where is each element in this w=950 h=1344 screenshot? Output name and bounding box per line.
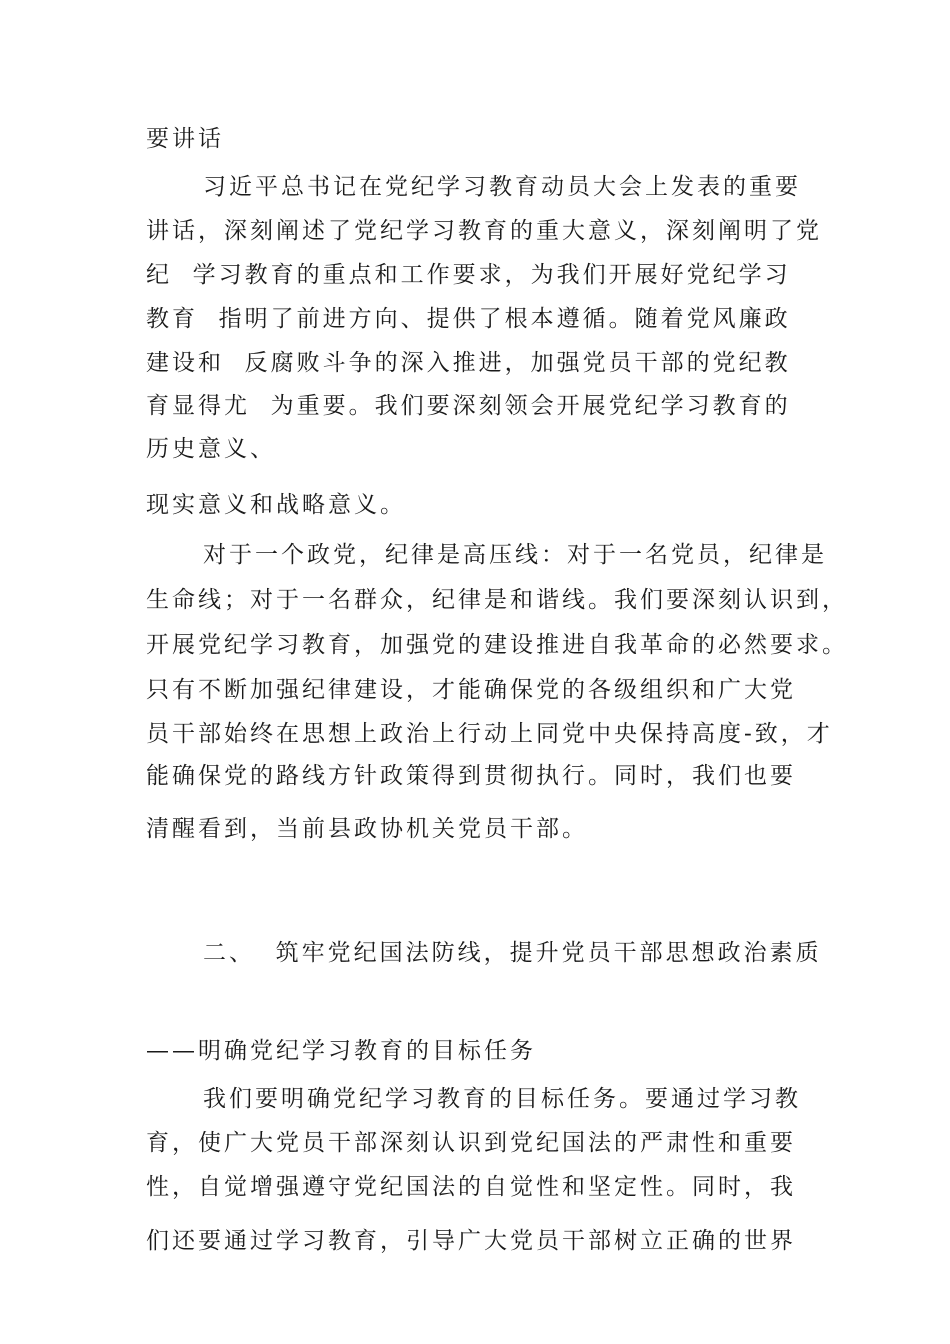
text-line: 们还要通过学习教育，引导广大党员干部树立正确的世界 — [146, 1228, 796, 1254]
text-line: 纪 学习教育的重点和工作要求，为我们开展好党纪学习 — [146, 262, 791, 288]
paragraph-first-line: 对于一个政党，纪律是高压线：对于一名党员，纪律是 — [203, 542, 827, 568]
text-line: 生命线；对于一名群众，纪律是和谐线。我们要深刻认识到， — [146, 587, 848, 613]
text-line: 性，自觉增强遵守党纪国法的自觉性和坚定性。同时，我 — [146, 1174, 796, 1200]
text-line: 教育 指明了前进方向、提供了根本遵循。随着党风廉政 — [146, 306, 791, 332]
section-subheading: ——明确党纪学习教育的目标任务 — [146, 1038, 536, 1064]
text-line: 开展党纪学习教育，加强党的建设推进自我革命的必然要求。 — [146, 632, 848, 658]
text-line: 建设和 反腐败斗争的深入推进，加强党员干部的党纪教 — [146, 350, 791, 376]
text-line: 清醒看到，当前县政协机关党员干部。 — [146, 816, 588, 842]
text-line: 员干部始终在思想上政治上行动上同党中央保持高度-致，才 — [146, 721, 833, 747]
text-line: 育，使广大党员干部深刻认识到党纪国法的严肃性和重要 — [146, 1130, 796, 1156]
text-line: 只有不断加强纪律建设，才能确保党的各级组织和广大党 — [146, 677, 796, 703]
paragraph-first-line: 习近平总书记在党纪学习教育动员大会上发表的重要 — [203, 174, 801, 200]
paragraph-first-line: 我们要明确党纪学习教育的目标任务。要通过学习教 — [203, 1086, 801, 1112]
section-heading: 二、 筑牢党纪国法防线，提升党员干部思想政治素质 — [203, 940, 822, 966]
text-line: 育显得尤 为重要。我们要深刻领会开展党纪学习教育的 — [146, 393, 791, 419]
text-line: 历史意义、 — [146, 436, 276, 462]
text-line: 能确保党的路线方针政策得到贯彻执行。同时，我们也要 — [146, 763, 796, 789]
text-line: 讲话，深刻阐述了党纪学习教育的重大意义，深刻阐明了党 — [146, 218, 822, 244]
text-line: 要讲话 — [146, 126, 224, 152]
text-line: 现实意义和战略意义。 — [146, 492, 406, 518]
